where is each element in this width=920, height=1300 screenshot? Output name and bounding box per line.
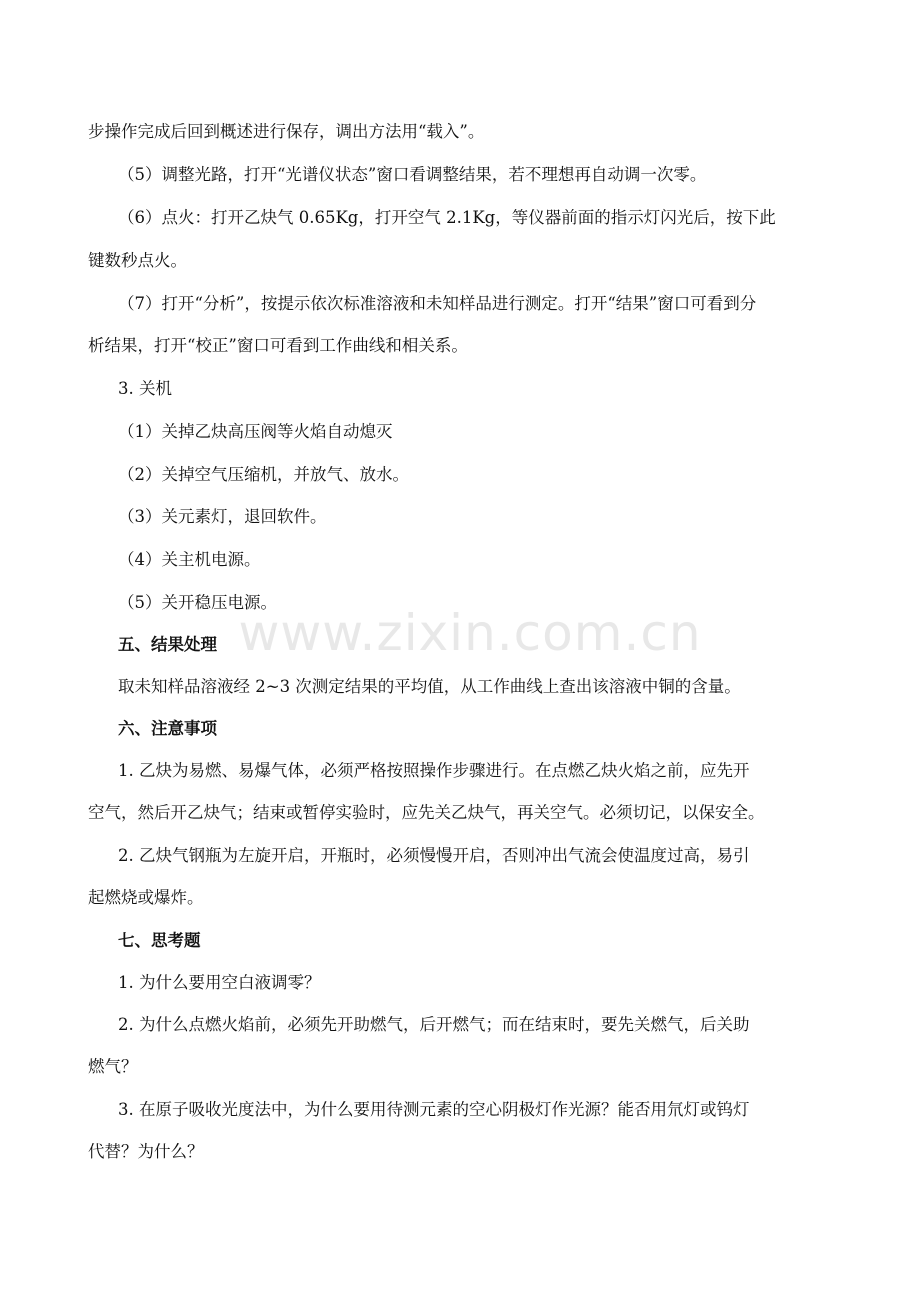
question-3-line-1: 3. 在原子吸收光度法中，为什么要用待测元素的空心阴极灯作光源？能否用氘灯或钨灯 — [118, 1100, 750, 1119]
watermark: www.zixin.com.cn — [238, 604, 702, 662]
results-text: 取未知样品溶液经 2~3 次测定结果的平均值，从工作曲线上查出该溶液中铜的含量。 — [118, 677, 741, 696]
step-7-analysis-line-2: 析结果，打开“校正”窗口可看到工作曲线和相关系。 — [88, 336, 468, 355]
question-2-line-1: 2. 为什么点燃火焰前，必须先开助燃气，后开燃气；而在结束时，要先关燃气，后关助 — [118, 1015, 750, 1034]
step-5-adjust-optics: （5）调整光路，打开“光谱仪状态”窗口看调整结果，若不理想再自动调一次零。 — [118, 165, 707, 184]
question-3-line-2: 代替？为什么？ — [88, 1142, 204, 1161]
section-shutdown-title: 3. 关机 — [118, 379, 172, 398]
step-7-analysis-line-1: （7）打开“分析”，按提示依次标准溶液和未知样品进行测定。打开“结果”窗口可看到分 — [118, 294, 757, 313]
question-1: 1. 为什么要用空白液调零？ — [118, 973, 321, 992]
question-2-line-2: 燃气？ — [88, 1057, 138, 1076]
heading-results: 五、结果处理 — [118, 635, 217, 654]
precaution-2-line-2: 起燃烧或爆炸。 — [88, 888, 204, 907]
step-6-ignition-line-2: 键数秒点火。 — [88, 251, 187, 270]
shutdown-step-3: （3）关元素灯，退回软件。 — [118, 507, 327, 526]
text-line-1: 步操作完成后回到概述进行保存，调出方法用“载入”。 — [88, 122, 485, 141]
heading-questions: 七、思考题 — [118, 931, 201, 950]
shutdown-step-2: （2）关掉空气压缩机，并放气、放水。 — [118, 465, 409, 484]
shutdown-step-1: （1）关掉乙炔高压阀等火焰自动熄灭 — [118, 422, 393, 441]
heading-precautions: 六、注意事项 — [118, 719, 217, 738]
precaution-1-line-1: 1. 乙炔为易燃、易爆气体，必须严格按照操作步骤进行。在点燃乙炔火焰之前，应先开 — [118, 761, 750, 780]
precaution-1-line-2: 空气，然后开乙炔气；结束或暂停实验时，应先关乙炔气，再关空气。必须切记，以保安全。 — [88, 803, 765, 822]
precaution-2-line-1: 2. 乙炔气钢瓶为左旋开启，开瓶时，必须慢慢开启，否则冲出气流会使温度过高，易引 — [118, 846, 750, 865]
step-6-ignition-line-1: （6）点火：打开乙炔气 0.65Kg，打开空气 2.1Kg，等仪器前面的指示灯闪光后，按下此 — [118, 208, 776, 227]
shutdown-step-4: （4）关主机电源。 — [118, 550, 261, 569]
shutdown-step-5: （5）关开稳压电源。 — [118, 593, 277, 612]
